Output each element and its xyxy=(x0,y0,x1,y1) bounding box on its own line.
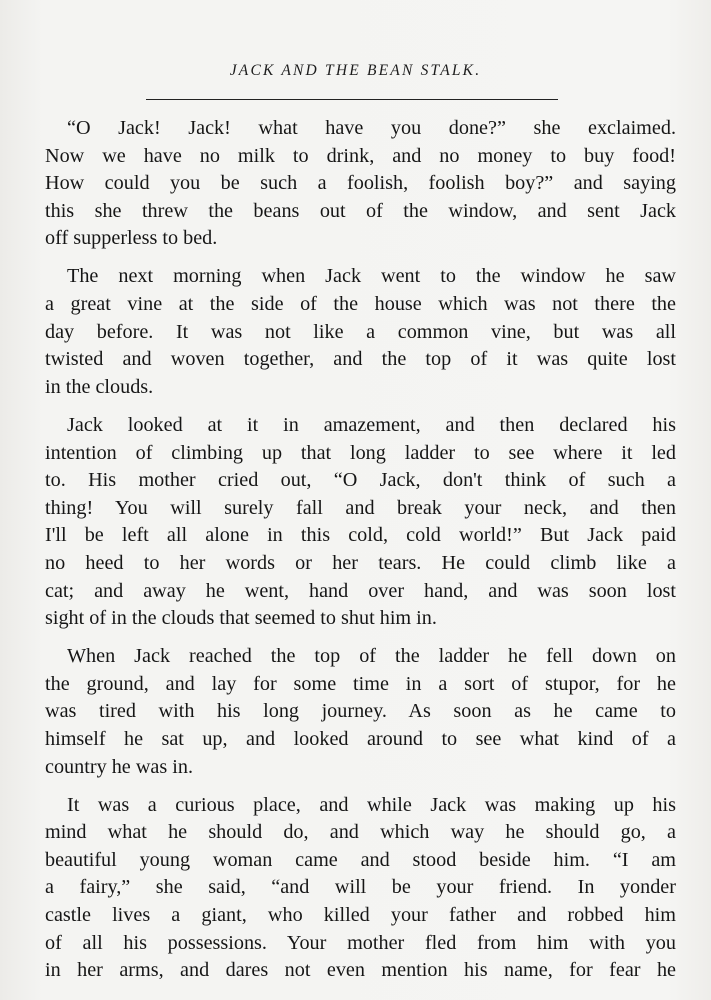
text-line: off supperless to bed. xyxy=(45,227,218,250)
text-line: castle lives a giant, who killed your father and robbed him xyxy=(45,904,676,927)
text-line: I'll be left all alone in this cold, cold world!” But Jack paid xyxy=(45,524,676,547)
header-rule xyxy=(146,99,558,100)
text-line: twisted and woven together, and the top of it was quite lost xyxy=(45,348,676,371)
text-line: The next morning when Jack went to the window he saw xyxy=(67,265,676,288)
text-line: When Jack reached the top of the ladder he fell down on xyxy=(67,645,676,668)
text-line: How could you be such a foolish, foolish boy?” and saying xyxy=(45,172,676,195)
text-line: no heed to her words or her tears. He could climb like a xyxy=(45,551,676,574)
text-line: beautiful young woman came and stood beside him. “I am xyxy=(45,848,676,871)
text-line: himself he sat up, and looked around to see what kind of a xyxy=(45,727,676,750)
text-line: intention of climbing up that long ladder to see where it led xyxy=(45,441,676,464)
text-line: a great vine at the side of the house which was not there the xyxy=(45,293,676,316)
text-line: of all his possessions. Your mother fled from him with you xyxy=(45,931,676,954)
text-line: to. His mother cried out, “O Jack, don't think of such a xyxy=(45,469,676,492)
text-line: “O Jack! Jack! what have you done?” she exclaimed. xyxy=(67,117,676,139)
text-line: in her arms, and dares not even mention his name, for fear he xyxy=(45,959,676,982)
text-line: It was a curious place, and while Jack was making up his xyxy=(67,793,676,816)
text-line: a fairy,” she said, “and will be your friend. In yonder xyxy=(45,876,676,899)
text-line: thing! You will surely fall and break your neck, and then xyxy=(45,496,676,519)
text-line: cat; and away he went, hand over hand, and was soon lost xyxy=(45,579,676,602)
paragraph xyxy=(45,412,676,633)
text-line: day before. It was not like a common vine, but was all xyxy=(45,320,676,343)
text-line: in the clouds. xyxy=(45,375,154,398)
text-line: mind what he should do, and which way he should go, a xyxy=(45,821,676,844)
paragraph xyxy=(45,263,676,401)
text-line: country he was in. xyxy=(45,755,194,778)
running-title: JACK AND THE BEAN STALK. xyxy=(229,62,482,79)
text-line: Now we have no milk to drink, and no money to buy food! xyxy=(45,144,676,167)
text-line: the ground, and lay for some time in a sort of stupor, for he xyxy=(45,672,676,695)
paragraph xyxy=(45,643,676,781)
text-line: this she threw the beans out of the window, and sent Jack xyxy=(45,199,676,222)
story-text xyxy=(45,115,676,985)
text-line: Jack looked at it in amazement, and then declared his xyxy=(67,413,676,436)
paragraph xyxy=(45,792,676,985)
text-line: sight of in the clouds that seemed to shut him in. xyxy=(45,607,437,630)
text-line: was tired with his long journey. As soon as he came to xyxy=(45,700,676,723)
paragraph xyxy=(45,115,676,253)
